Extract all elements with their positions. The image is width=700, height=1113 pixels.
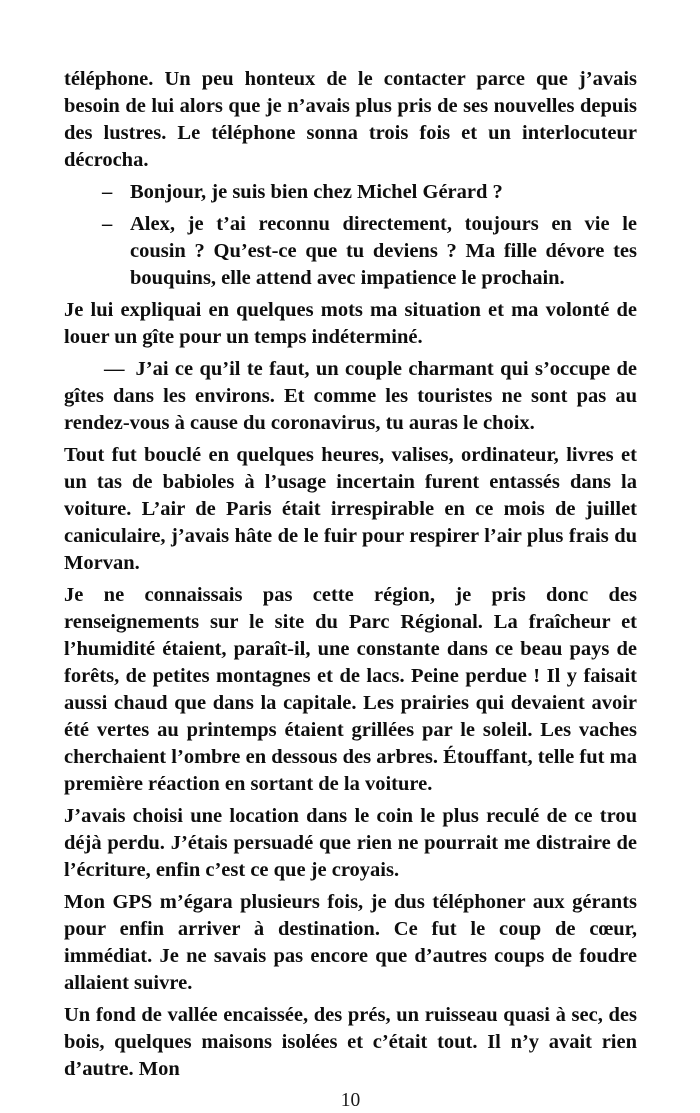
paragraph <box>64 582 637 798</box>
paragraph <box>64 803 637 884</box>
paragraph <box>64 889 637 997</box>
text-run: Mon GPS m’égara plusieurs fois, je dus téléphoner aux gérants pour enfin arriver à destination. Ce fut le coup de cœur, immédiat. Je ne savais pas encore que d’autres coups de foudre allaient suivre. <box>64 891 637 994</box>
paragraph <box>64 442 637 577</box>
text-run: Tout fut bouclé en quelques heures, valises, ordinateur, livres et un tas de babioles à l’usage incertain furent entassés dans la voiture. L’air de Paris était irrespirable en ce mois de juillet caniculaire, j’avais hâte de le fuir pour respirer l’air plus frais du Morvan. <box>64 444 637 574</box>
dialogue-line <box>64 179 637 206</box>
page-text <box>64 66 637 1083</box>
text-run: Alex, je t’ai reconnu directement, toujours en vie le cousin ? Qu’est-ce que tu deviens ? Ma fille dévore tes bouquins, elle attend avec impatience le prochain. <box>130 213 637 289</box>
dialogue-dash: — <box>104 358 125 380</box>
dialogue-line <box>64 211 637 292</box>
text-run: Un fond de vallée encaissée, des prés, un ruisseau quasi à sec, des bois, quelques maisons isolées et c’était tout. Il n’y avait rien d’autre. Mon <box>64 1004 637 1080</box>
text-run: Je ne connaissais pas cette région, je pris donc des renseignements sur le site du Parc Régional. La fraîcheur et l’humidité étaient, paraît-il, une constante dans ce beau pays de forêts, de petites montagnes et de lacs. Peine perdue ! Il y faisait aussi chaud que dans la capitale. Les prairies qui devaient avoir été vertes au printemps étaient grillées par le soleil. Les vaches cherchaient l’ombre en dessous des arbres. Étouffant, telle fut ma première réaction en sortant de la voiture. <box>64 584 637 795</box>
paragraph <box>64 1002 637 1083</box>
dialogue-dash: – <box>102 181 113 203</box>
page-number: 10 <box>340 1090 361 1111</box>
text-run: J’avais choisi une location dans le coin le plus reculé de ce trou déjà perdu. J’étais persuadé que rien ne pourrait me distraire de l’écriture, enfin c’est ce que je croyais. <box>64 805 637 881</box>
text-run: Bonjour, je suis bien chez Michel Gérard ? <box>130 181 503 203</box>
dialogue-dash: – <box>102 213 113 235</box>
dialogue-line <box>64 356 637 437</box>
text-run: téléphone. Un peu honteux de le contacter parce que j’avais besoin de lui alors que je n’avais plus pris de ses nouvelles depuis des lustres. Le téléphone sonna trois fois et un interlocuteur décrocha. <box>64 68 637 171</box>
text-run: J’ai ce qu’il te faut, un couple charmant qui s’occupe de gîtes dans les environs. Et comme les touristes ne sont pas au rendez-vous à cause du coronavirus, tu auras le choix. <box>64 358 637 434</box>
paragraph <box>64 297 637 351</box>
text-run: Je lui expliquai en quelques mots ma situation et ma volonté de louer un gîte pour un temps indéterminé. <box>64 299 637 348</box>
paragraph <box>64 66 637 174</box>
